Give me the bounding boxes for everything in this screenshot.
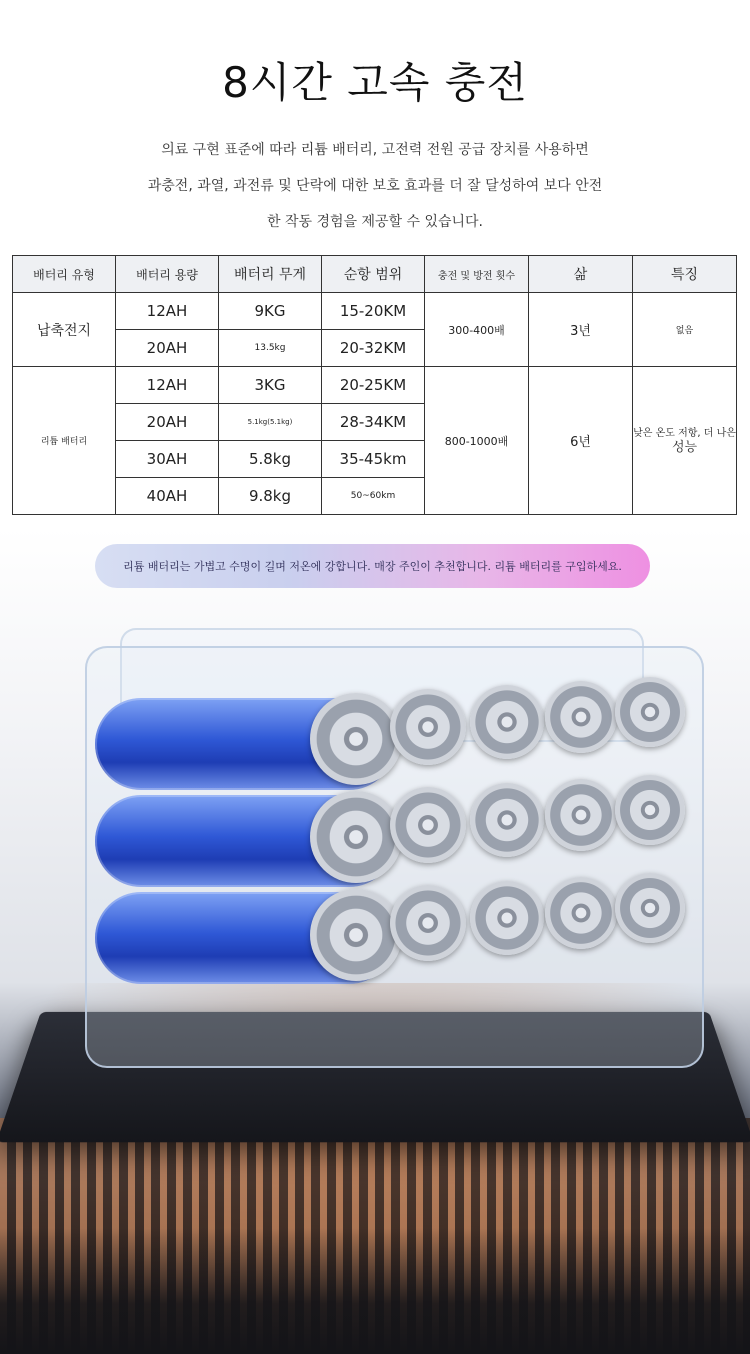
capacity-cell: 20AH xyxy=(116,330,219,367)
description-line: 과충전, 과열, 과전류 및 단락에 대한 보호 효과를 더 잘 달성하여 보다 안전 xyxy=(147,178,603,194)
page-title: 8시간 고속 충전 xyxy=(222,58,528,107)
cell-end xyxy=(615,677,685,747)
lead-feature-cell: 없음 xyxy=(633,293,737,367)
range-cell: 50~60km xyxy=(322,478,425,515)
weight-cell: 5.1kg(5.1kg) xyxy=(219,404,322,441)
table-header-row xyxy=(13,256,737,293)
header-battery-type: 배터리 유형 xyxy=(13,256,116,293)
header-life: 삶 xyxy=(529,256,633,293)
range-cell: 15-20KM xyxy=(322,293,425,330)
feature-line-strong: 성능 xyxy=(671,439,698,455)
cell-end xyxy=(470,881,544,955)
lead-type-cell: 납축전지 xyxy=(13,293,116,367)
feature-line: 낮은 온도 저항, 더 나은 xyxy=(633,427,736,439)
capacity-cell: 12AH xyxy=(116,367,219,404)
weight-cell: 9KG xyxy=(219,293,322,330)
cell-end xyxy=(615,775,685,845)
weight-cell: 3KG xyxy=(219,367,322,404)
range-cell: 20-25KM xyxy=(322,367,425,404)
weight-cell: 13.5kg xyxy=(219,330,322,367)
table-row xyxy=(13,367,737,404)
weight-cell: 9.8kg xyxy=(219,478,322,515)
description-line: 한 작동 경험을 제공할 수 있습니다. xyxy=(266,214,484,230)
cell-end xyxy=(390,885,466,961)
cell-end xyxy=(310,693,402,785)
description xyxy=(60,132,690,240)
lithium-feature-cell xyxy=(633,367,737,515)
cell-end xyxy=(390,787,466,863)
description-line: 의료 구현 표준에 따라 리튬 배터리, 고전력 전원 공급 장치를 사용하면 xyxy=(161,142,589,158)
cell-end xyxy=(310,791,402,883)
header-range: 순항 범위 xyxy=(322,256,425,293)
lithium-life-cell: 6년 xyxy=(529,367,633,515)
header-weight: 배터리 무게 xyxy=(219,256,322,293)
lithium-type-cell: 리튬 배터리 xyxy=(13,367,116,515)
header-feature: 특징 xyxy=(633,256,737,293)
circuit-board-shadow xyxy=(0,1228,750,1354)
capacity-cell: 40AH xyxy=(116,478,219,515)
battery-product-image xyxy=(0,528,750,1354)
header-capacity: 배터리 용량 xyxy=(116,256,219,293)
weight-cell: 5.8kg xyxy=(219,441,322,478)
header-cycles: 충전 및 방전 횟수 xyxy=(425,256,529,293)
cell-end xyxy=(470,783,544,857)
cell-end xyxy=(470,685,544,759)
cell-end xyxy=(390,689,466,765)
lead-cycles-cell: 300-400배 xyxy=(425,293,529,367)
capacity-cell: 30AH xyxy=(116,441,219,478)
range-cell: 20-32KM xyxy=(322,330,425,367)
table-row xyxy=(13,293,737,330)
battery-spec-table xyxy=(12,255,737,515)
cell-end xyxy=(545,779,617,851)
range-cell: 35-45km xyxy=(322,441,425,478)
cell-end xyxy=(545,681,617,753)
range-cell: 28-34KM xyxy=(322,404,425,441)
capacity-cell: 20AH xyxy=(116,404,219,441)
capacity-cell: 12AH xyxy=(116,293,219,330)
lead-life-cell: 3년 xyxy=(529,293,633,367)
cell-end xyxy=(615,873,685,943)
cell-end xyxy=(310,889,402,981)
cell-end xyxy=(545,877,617,949)
promo-banner: 리튬 배터리는 가볍고 수명이 길며 저온에 강합니다. 매장 주인이 추천합니다. 리튬 배터리를 구입하세요. xyxy=(95,544,650,588)
lithium-cycles-cell: 800-1000배 xyxy=(425,367,529,515)
